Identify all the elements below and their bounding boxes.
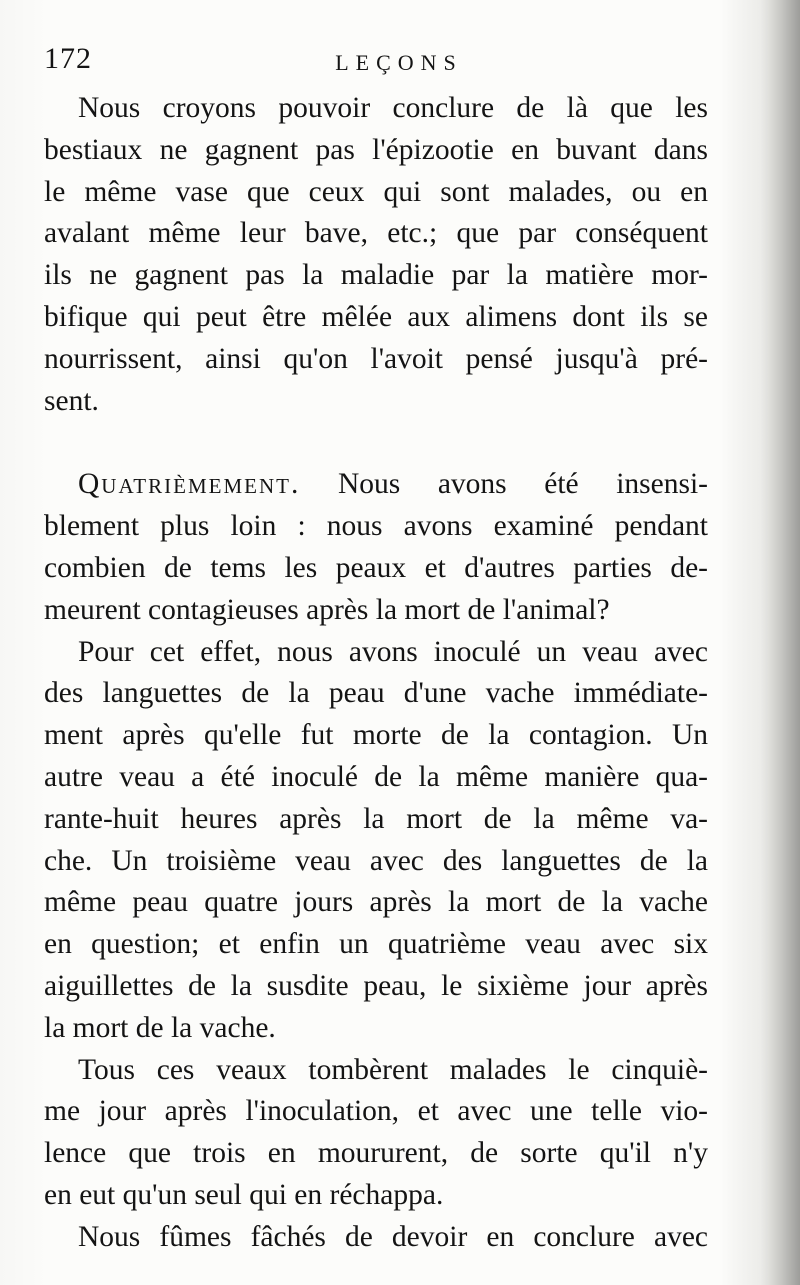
text-line: nourrissent, ainsi qu'on l'avoit pensé jusqu'à pré- <box>44 342 708 375</box>
text-line: blement plus loin : nous avons examiné pendant <box>44 510 708 543</box>
paragraph-spacer <box>44 422 708 464</box>
page-number: 172 <box>44 42 92 75</box>
text-line: autre veau a été inoculé de la même manière qua- <box>44 760 708 793</box>
text-line: Tous ces veaux tombèrent malades le cinquiè- <box>78 1053 708 1086</box>
text-line: la mort de la vache. <box>44 1011 276 1044</box>
text-line: bestiaux ne gagnent pas l'épizootie en buvant dans <box>44 133 708 166</box>
text-line: sent. <box>44 384 99 417</box>
text-line: aiguillettes de la susdite peau, le sixième jour après <box>44 969 708 1002</box>
text-line: même peau quatre jours après la mort de la vache <box>44 886 708 919</box>
text-line: bifique qui peut être mêlée aux alimens dont ils se <box>44 300 708 333</box>
page-header <box>44 42 704 82</box>
text-line <box>44 464 708 506</box>
text-line: avalant même leur bave, etc.; que par conséquent <box>44 217 708 250</box>
text-line: Nous fûmes fâchés de devoir en conclure avec <box>78 1220 708 1253</box>
text-line: che. Un troisième veau avec des languettes de la <box>44 844 708 877</box>
text-line-rest: Nous avons été insensi- <box>300 468 708 501</box>
text-line: lence que trois en moururent, de sorte qu'il n'y <box>44 1137 708 1170</box>
text-line: Pour cet effet, nous avons inoculé un veau avec <box>78 635 708 668</box>
text-line: le même vase que ceux qui sont malades, ou en <box>44 175 708 208</box>
text-line: ils ne gagnent pas la maladie par la matière mor- <box>44 259 708 292</box>
paragraph-4 <box>44 1050 708 1217</box>
text-line: rante-huit heures après la mort de la même va- <box>44 802 708 835</box>
text-line: en eut qu'un seul qui en réchappa. <box>44 1178 444 1211</box>
paragraph-3 <box>44 632 708 1050</box>
text-line: ment après qu'elle fut morte de la contagion. Un <box>44 719 708 752</box>
text-line: des languettes de la peau d'une vache immédiate- <box>44 677 708 710</box>
paragraph-5 <box>44 1217 708 1259</box>
text-line: meurent contagieuses après la mort de l'animal? <box>44 593 610 626</box>
text-line: Nous croyons pouvoir conclure de là que les <box>78 92 708 124</box>
text-line: me jour après l'inoculation, et avec une telle vio- <box>44 1095 708 1128</box>
paragraph-1 <box>44 88 708 422</box>
text-line: combien de tems les peaux et d'autres parties de- <box>44 551 708 584</box>
section-lead-word: Quatrièmement. <box>78 468 301 501</box>
text-line: en question; et enfin un quatrième veau avec six <box>44 928 708 961</box>
running-head: LEÇONS <box>335 50 463 75</box>
paragraph-2 <box>44 464 708 631</box>
body-text <box>44 88 708 1259</box>
page-gutter-shadow <box>760 0 800 1285</box>
